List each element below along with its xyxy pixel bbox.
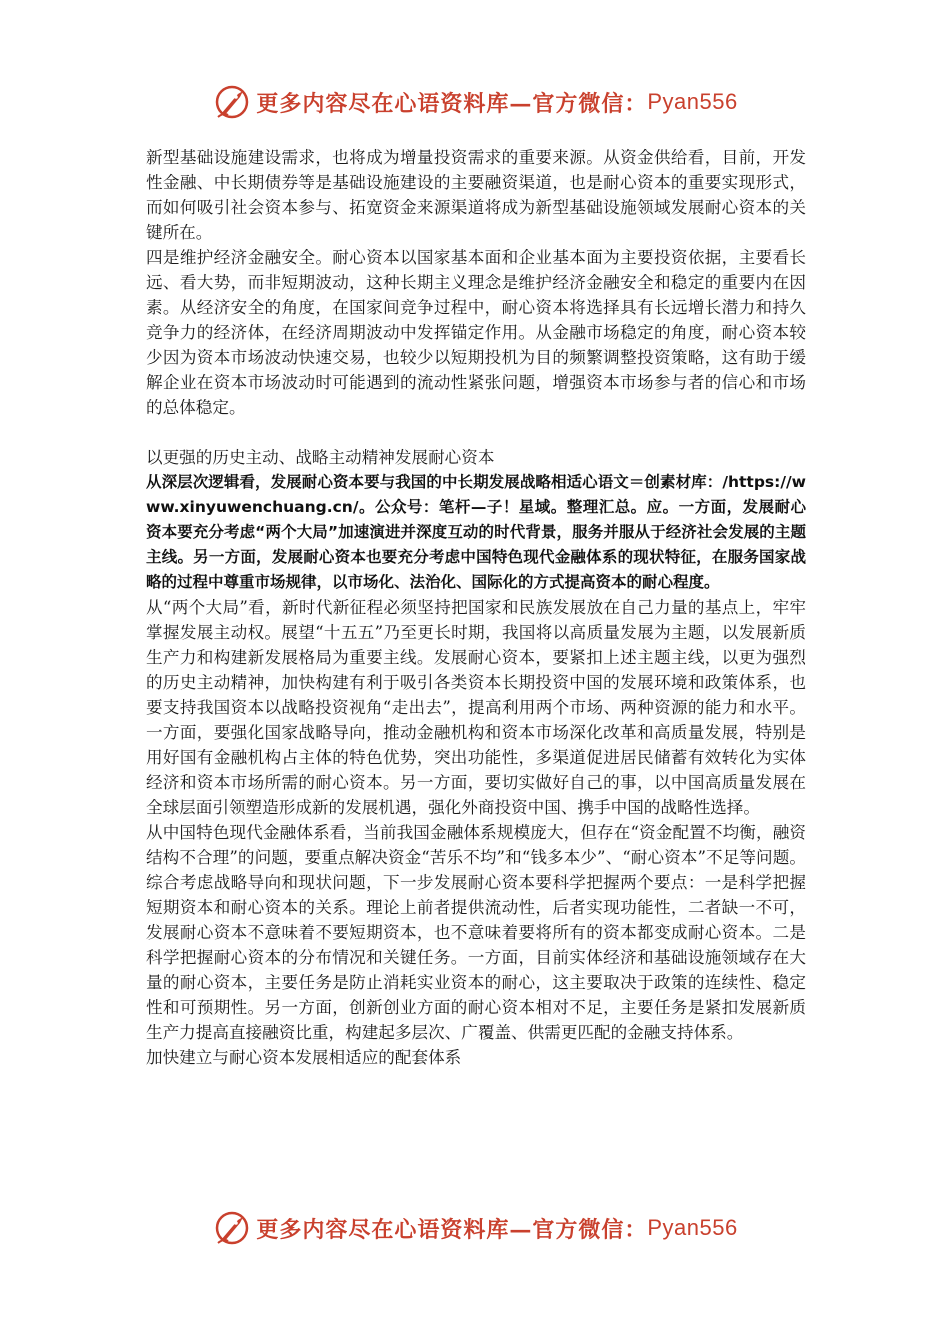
pen-nib-logo-icon xyxy=(212,1208,252,1248)
paragraph-deep-logic-bold: 从深层次逻辑看，发展耐心资本要与我国的中长期发展战略相适心语文＝创素材库：/https://www.xinyuwenchuang.cn/。公众号：笔杆—子！星域。整理汇总。应。一方面，发展耐心资本要充分考虑“两个大局”加速演进并深度互动的时代背景，服务并服从于经济社会发展的主题主线。另一方面，发展耐心资本也要充分考虑中国特色现代金融体系的现状特征，在服务国家战略的过程中尊重市场规律，以市场化、法治化、国际化的方式提高资本的耐心程度。 xyxy=(146,473,806,591)
section-heading-supporting-system: 加快建立与耐心资本发展相适应的配套体系 xyxy=(146,1048,462,1067)
paragraph-financial-security: 四是维护经济金融安全。耐心资本以国家基本面和企业基本面为主要投资依据，主要看长远、看大势，而非短期波动，这种长期主义理念是维护经济金融安全和稳定的重要内在因素。从经济安全的角度，在国家间竞争过程中，耐心资本将选择具有长远增长潜力和持久竞争力的经济体，在经济周期波动中发挥锚定作用。从金融市场稳定的角度，耐心资本较少因为资本市场波动快速交易，也较少以短期投机为目的频繁调整投资策略，这有助于缓解企业在资本市场波动时可能遇到的流动性紧张问题，增强资本市场参与者的信心和市场的总体稳定。 xyxy=(146,248,806,417)
watermark-wechat-id: Pyan556 xyxy=(647,89,738,114)
paragraph-modern-financial-system: 从中国特色现代金融体系看，当前我国金融体系规模庞大，但存在“资金配置不均衡，融资结构不合理”的问题，要重点解决资金“苦乐不均”和“钱多本少”、“耐心资本”不足等问题。综合考虑战略导向和现状问题，下一步发展耐心资本要科学把握两个要点：一是科学把握短期资本和耐心资本的关系。理论上前者提供流动性，后者实现功能性，二者缺一不可，发展耐心资本不意味着不要短期资本，也不意味着要将所有的资本都变成耐心资本。二是科学把握耐心资本的分布情况和关键任务。一方面，目前实体经济和基础设施领域存在大量的耐心资本，主要任务是防止消耗实业资本的耐心，这主要取决于政策的连续性、稳定性和可预期性。另一方面，创新创业方面的耐心资本相对不足，主要任务是紧扣发展新质生产力提高直接融资比重，构建起多层次、广覆盖、供需更匹配的金融支持体系。 xyxy=(146,823,806,1042)
paragraph-infrastructure: 新型基础设施建设需求，也将成为增量投资需求的重要来源。从资金供给看，目前，开发性金融、中长期债券等是基础设施建设的主要融资渠道，也是耐心资本的重要实现形式，而如何吸引社会资本参与、拓宽资金来源渠道将成为新型基础设施领域发展耐心资本的关键所在。 xyxy=(146,148,806,242)
watermark-text: 更多内容尽在心语资料库—官方微信： xyxy=(256,90,648,117)
header-watermark-banner xyxy=(0,82,950,122)
pen-nib-logo-icon xyxy=(212,82,252,122)
blank-line xyxy=(146,420,806,445)
watermark-text: 更多内容尽在心语资料库—官方微信： xyxy=(256,1216,648,1243)
footer-watermark-banner xyxy=(0,1208,950,1248)
section-heading-historical-initiative: 以更强的历史主动、战略主动精神发展耐心资本 xyxy=(146,448,495,467)
paragraph-two-overall-situations: 从“两个大局”看，新时代新征程必须坚持把国家和民族发展放在自己力量的基点上，牢牢掌握发展主动权。展望“十五五”乃至更长时期，我国将以高质量发展为主题，以发展新质生产力和构建新发展格局为重要主线。发展耐心资本，要紧扣上述主题主线，以更为强烈的历史主动精神，加快构建有利于吸引各类资本长期投资中国的发展环境和政策体系，也要支持我国资本以战略投资视角“走出去”，提高利用两个市场、两种资源的能力和水平。一方面，要强化国家战略导向，推动金融机构和资本市场深化改革和高质量发展，特别是用好国有金融机构占主体的特色优势，突出功能性，多渠道促进居民储蓄有效转化为实体经济和资本市场所需的耐心资本。另一方面，要切实做好自己的事，以中国高质量发展在全球层面引领塑造形成新的发展机遇，强化外商投资中国、携手中国的战略性选择。 xyxy=(146,598,806,817)
document-body xyxy=(146,145,806,1070)
watermark-wechat-id: Pyan556 xyxy=(647,1215,738,1240)
